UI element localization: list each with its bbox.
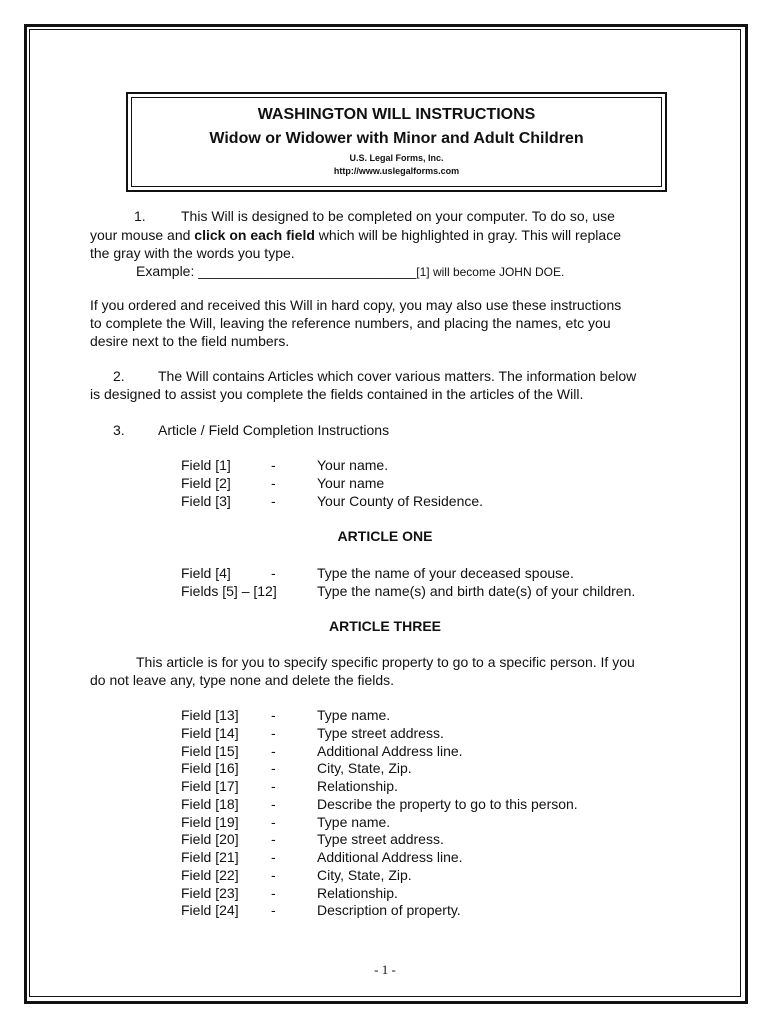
field-label: Field [24] [181,902,239,919]
field-dash: - [271,778,276,794]
field-description: Additional Address line. [317,742,463,759]
field-label: Field [14] [181,724,239,741]
header-box [131,97,662,187]
section2-line1: The Will contains Articles which cover various matters. The information below [158,368,637,384]
section1-line3: the gray with the words you type. [90,245,295,261]
field-label: Field [21] [181,849,239,865]
field-description: Describe the property to go to this person. [317,795,578,812]
field-description: Type the name(s) and birth date(s) of your children. [317,583,636,599]
field-dash: - [271,707,276,723]
field-dash: - [271,565,276,581]
field-label: Field [15] [181,742,239,759]
field-label: Field [13] [181,707,239,723]
field-label: Field [19] [181,813,239,830]
field-label: Field [17] [181,778,239,794]
company-url: http://www.uslegalforms.com [333,166,460,176]
field-label: Fields [5] – [12] [181,583,277,599]
section1-line2-bold: click on each field [194,227,315,243]
field-description: Type street address. [317,831,444,848]
field-label: Field [4] [181,565,231,581]
article-three-para-line2: do not leave any, type none and delete the fields. [90,672,395,688]
page-number: - 1 - [374,962,396,977]
article-three-heading: ARTICLE THREE [329,618,441,634]
example-label: Example: ____________________________ [136,263,417,279]
field-dash: - [271,902,276,919]
field-description: Type the name of your deceased spouse. [317,565,574,581]
section1-line2-end: which will be highlighted in gray. This will replace [314,227,621,243]
field-label: Field [2] [181,475,231,491]
field-label: Field [3] [181,493,231,509]
field-dash: - [271,813,276,830]
field-dash: - [271,831,276,848]
field-description: Your name. [317,457,389,473]
field-dash: - [271,493,276,509]
field-description: Type name. [317,707,391,723]
field-dash: - [271,795,276,812]
field-description: Your name [317,475,385,491]
section1-number: 1. [134,208,146,224]
example-tail: [1] will become JOHN DOE. [416,265,565,279]
section1-line2 [90,226,621,244]
field-description: Type street address. [317,724,444,741]
field-description: Relationship. [317,778,398,794]
field-description: City, State, Zip. [317,760,412,777]
field-dash: - [271,884,276,901]
hardcopy-line3: desire next to the field numbers. [90,333,290,349]
document-title: WASHINGTON WILL INSTRUCTIONS [257,106,536,123]
field-label: Field [1] [181,457,231,473]
field-description: Additional Address line. [317,849,463,865]
section1-line2-start: your mouse and [90,227,195,243]
field-dash: - [271,724,276,741]
field-dash: - [271,849,276,865]
section3-number: 3. [113,422,125,438]
field-dash: - [271,866,276,883]
section3-title: Article / Field Completion Instructions [158,422,390,438]
field-description: Description of property. [317,902,461,919]
article-one-heading: ARTICLE ONE [337,528,433,544]
field-description: City, State, Zip. [317,866,412,883]
article-three-para-line1: This article is for you to specify specific property to go to a specific person. If you [136,654,635,670]
section2-number: 2. [113,368,125,384]
section2-line2: is designed to assist you complete the fields contained in the articles of the Will. [90,386,584,402]
field-label: Field [16] [181,760,239,777]
field-dash: - [271,742,276,759]
field-dash: - [271,475,276,491]
field-description: Relationship. [317,884,398,901]
field-label: Field [18] [181,795,239,812]
field-label: Field [20] [181,831,239,848]
field-label: Field [23] [181,884,239,901]
field-description: Your County of Residence. [317,493,484,509]
section1-line1: This Will is designed to be completed on your computer. To do so, use [181,208,615,224]
field-dash: - [271,760,276,777]
example-line [136,262,564,281]
document-subtitle: Widow or Widower with Minor and Adult Children [209,130,584,147]
field-description: Type name. [317,813,391,830]
hardcopy-line2: to complete the Will, leaving the reference numbers, and placing the names, etc you [90,315,611,331]
hardcopy-line1: If you ordered and received this Will in hard copy, you may also use these instructions [90,297,622,313]
field-label: Field [22] [181,866,239,883]
field-dash: - [271,457,276,473]
company-name: U.S. Legal Forms, Inc. [349,153,444,163]
